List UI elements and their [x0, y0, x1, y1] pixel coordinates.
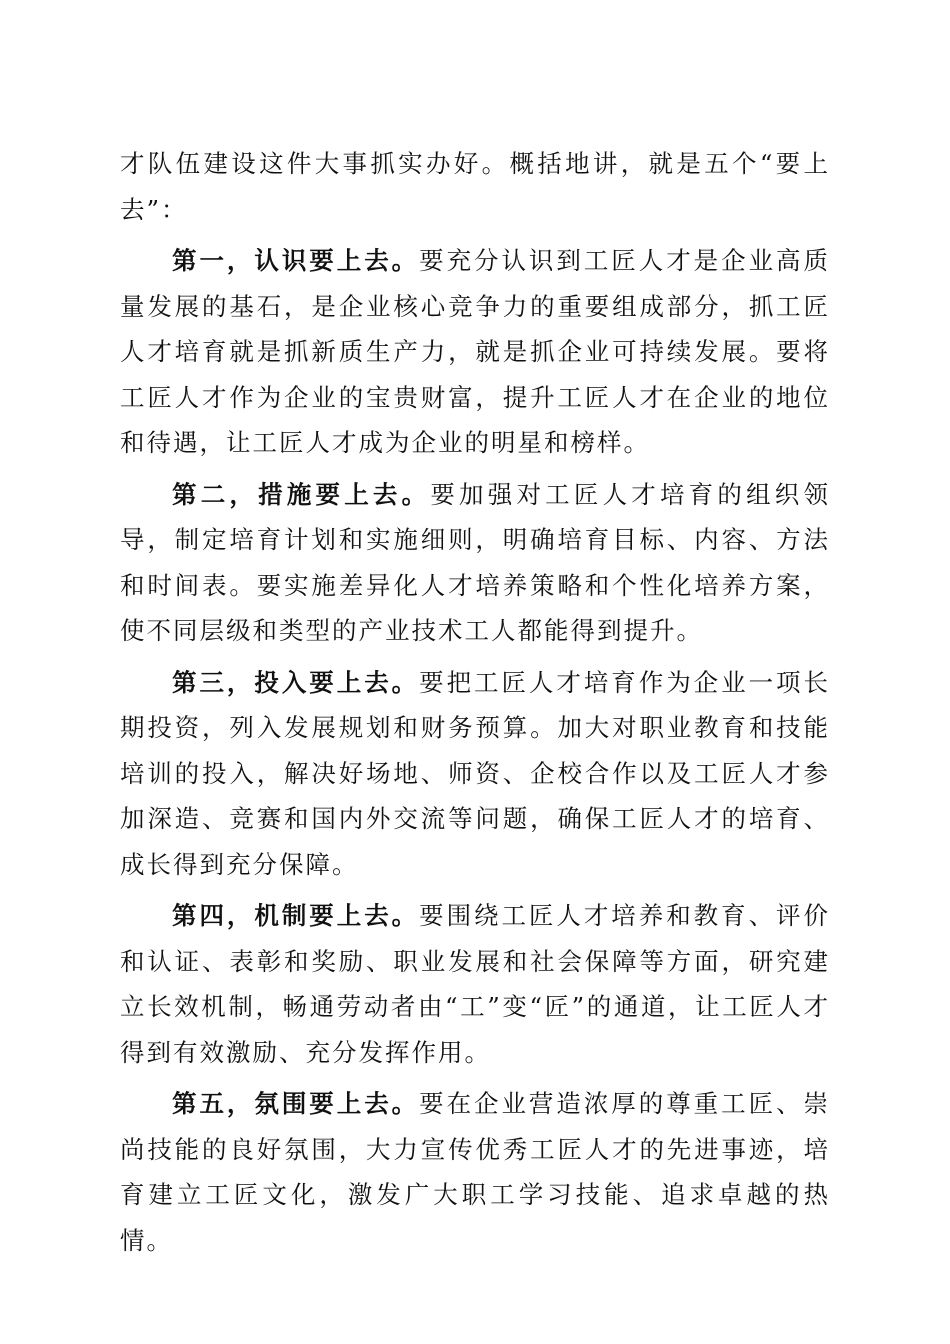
intro-paragraph: 才队伍建设这件大事抓实办好。概括地讲，就是五个“要上去”： — [120, 149, 830, 224]
point-1-heading: 第一，认识要上去。 — [172, 246, 420, 275]
point-5-paragraph — [120, 1081, 830, 1263]
point-3-body: 要把工匠人才培育作为企业一项长期投资，列入发展规划和财务预算。加大对职业教育和技能培训的投入，解决好场地、师资、企校合作以及工匠人才参加深造、竞赛和国内外交流等问题，确保工匠人才的培育、成长得到充分保障。 — [120, 667, 830, 879]
point-2-heading: 第二，措施要上去。 — [172, 479, 431, 509]
point-1-paragraph — [120, 238, 830, 466]
point-5-heading: 第五，氛围要上去。 — [172, 1089, 420, 1118]
point-2-paragraph — [120, 472, 830, 654]
point-5-body: 要在企业营造浓厚的尊重工匠、崇尚技能的良好氛围，大力宣传优秀工匠人才的先进事迹，培育建立工匠文化，激发广大职工学习技能、追求卓越的热情。 — [120, 1089, 830, 1255]
point-1-body: 要充分认识到工匠人才是企业高质量发展的基石，是企业核心竞争力的重要组成部分，抓工匠人才培育就是抓新质生产力，就是抓企业可持续发展。要将工匠人才作为企业的宝贵财富，提升工匠人才在企业的地位和待遇，让工匠人才成为企业的明星和榜样。 — [120, 246, 830, 457]
document-body — [120, 141, 830, 1269]
point-4-heading: 第四，机制要上去。 — [172, 901, 420, 930]
point-4-body: 要围绕工匠人才培养和教育、评价和认证、表彰和奖励、职业发展和社会保障等方面，研究建立长效机制，畅通劳动者由“工”变“匠”的通道，让工匠人才得到有效激励、充分发挥作用。 — [120, 901, 830, 1067]
point-4-paragraph — [120, 893, 830, 1075]
point-2-body: 要加强对工匠人才培育的组织领导，制定培育计划和实施细则，明确培育目标、内容、方法和时间表。要实施差异化人才培养策略和个性化培养方案，使不同层级和类型的产业技术工人都能得到提升。 — [120, 479, 831, 645]
point-3-paragraph — [120, 660, 830, 888]
point-3-heading: 第三，投入要上去。 — [172, 667, 420, 697]
